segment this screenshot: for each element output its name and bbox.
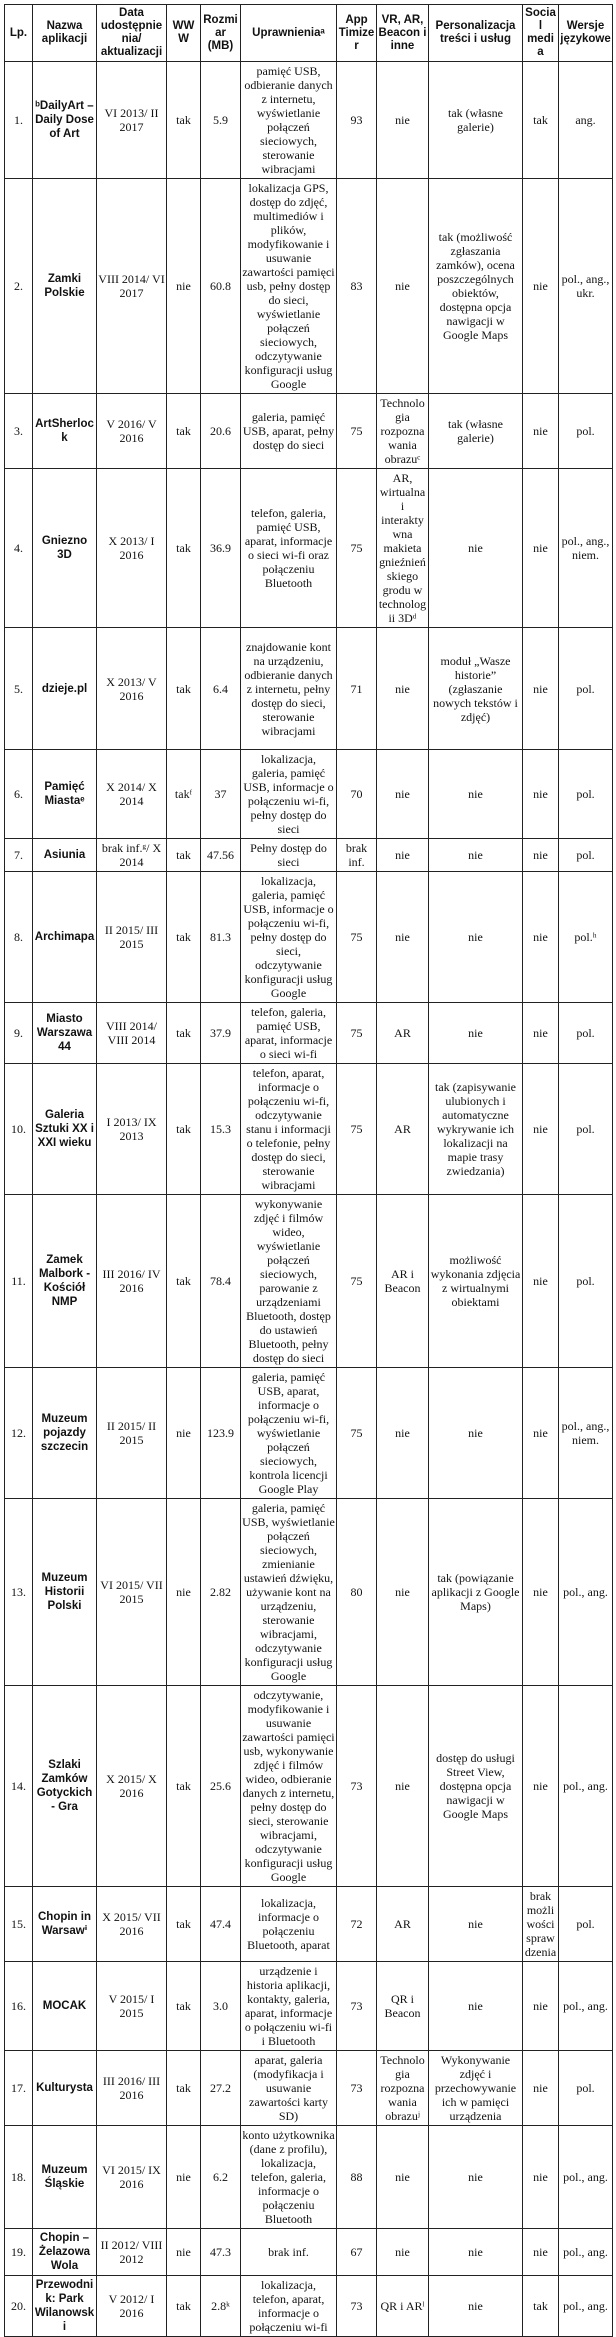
cell-lp: 8. (5, 872, 33, 1003)
cell-languages: pol., ang. (559, 2126, 613, 2229)
cell-permissions: aparat, galeria (modyfikacja i usuwanie zawartości karty SD) (241, 2051, 337, 2126)
cell-permissions: urządzenie i historia aplikacji, kontakty, galeria, aparat, informacje o połączeniu wi-fi i Bluetooth (241, 1962, 337, 2051)
cell-vr-ar: AR (377, 1887, 429, 1962)
cell-permissions: pamięć USB, odbieranie danych z internetu, wyświetlanie połączeń sieciowych, sterowanie wibracjami (241, 62, 337, 179)
cell-lp: 6. (5, 750, 33, 839)
cell-personalization: Wykonywanie zdjęć i przechowywanie ich w pamięci urządzenia (429, 2051, 523, 2126)
cell-personalization: nie (429, 839, 523, 872)
table-row (5, 469, 613, 628)
cell-size: 60.8 (201, 179, 241, 394)
cell-date: V 2015/ I 2015 (97, 1962, 167, 2051)
cell-name: Asiunia (33, 839, 97, 872)
cell-app-timizer: 72 (337, 1887, 377, 1962)
cell-date: VI 2015/ VII 2015 (97, 1499, 167, 1686)
applications-table-container (4, 4, 612, 2337)
header-vr-ar: VR, AR, Beacon i inne (377, 5, 429, 62)
cell-date: brak inf.ᵍ/ X 2014 (97, 839, 167, 872)
cell-permissions: lokalizacja GPS, dostęp do zdjęć, multimediów i plików, modyfikowanie i usuwanie zawartości pamięci usb, pełny dostęp do sieci, wyświetlanie połączeń sieciowych, odczytywanie konfiguracji usług Google (241, 179, 337, 394)
cell-www: nie (167, 179, 201, 394)
cell-size: 47.4 (201, 1887, 241, 1962)
cell-vr-ar: QR i Beacon (377, 1962, 429, 2051)
cell-permissions: znajdowanie kont na urządzeniu, odbieranie danych z internetu, pełny dostęp do sieci, sterowanie wibracjami (241, 628, 337, 750)
cell-www: tak (167, 872, 201, 1003)
cell-date: III 2016/ III 2016 (97, 2051, 167, 2126)
cell-social-media: nie (523, 2051, 559, 2126)
cell-name: Pamięć Miastaᵉ (33, 750, 97, 839)
cell-vr-ar: nie (377, 750, 429, 839)
cell-date: VIII 2014/ VIII 2014 (97, 1003, 167, 1064)
cell-lp: 3. (5, 394, 33, 469)
cell-date: VI 2015/ IX 2016 (97, 2126, 167, 2229)
cell-size: 123.9 (201, 1368, 241, 1499)
header-languages: Wersje językowe (559, 5, 613, 62)
header-lp: Lp. (5, 5, 33, 62)
cell-date: II 2015/ III 2015 (97, 872, 167, 1003)
cell-lp: 7. (5, 839, 33, 872)
cell-www: tak (167, 62, 201, 179)
table-row (5, 1064, 613, 1195)
cell-languages: pol. (559, 1195, 613, 1368)
table-row (5, 1368, 613, 1499)
table-row (5, 1962, 613, 2051)
cell-languages: pol. (559, 750, 613, 839)
cell-lp: 19. (5, 2229, 33, 2276)
cell-vr-ar: QR i ARˡ (377, 2276, 429, 2337)
cell-vr-ar: nie (377, 179, 429, 394)
header-app-timizer: App Timizer (337, 5, 377, 62)
cell-name: Galeria Sztuki XX i XXI wieku (33, 1064, 97, 1195)
cell-size: 78.4 (201, 1195, 241, 1368)
cell-lp: 10. (5, 1064, 33, 1195)
cell-vr-ar: nie (377, 628, 429, 750)
cell-name: Archimapa (33, 872, 97, 1003)
cell-lp: 2. (5, 179, 33, 394)
cell-name: Gniezno 3D (33, 469, 97, 628)
cell-name: Muzeum pojazdy szczecin (33, 1368, 97, 1499)
cell-name: Miasto Warszawa 44 (33, 1003, 97, 1064)
cell-name: Muzeum Historii Polski (33, 1499, 97, 1686)
header-date: Data udostępnienia/ aktualizacji (97, 5, 167, 62)
cell-www: tak (167, 2276, 201, 2337)
cell-date: X 2014/ X 2014 (97, 750, 167, 839)
cell-vr-ar: AR, wirtualna i interaktywna makieta gnieźnieńskiego grodu w technologii 3Dᵈ (377, 469, 429, 628)
cell-languages: pol., ang., niem. (559, 1368, 613, 1499)
cell-app-timizer: 75 (337, 469, 377, 628)
cell-name: ᵇDailyArt – Daily Dose of Art (33, 62, 97, 179)
applications-table (4, 4, 613, 2337)
cell-social-media: tak (523, 2276, 559, 2337)
cell-date: VIII 2014/ VI 2017 (97, 179, 167, 394)
cell-permissions: lokalizacja, telefon, aparat, informacje o połączeniu wi-fi (241, 2276, 337, 2337)
table-row (5, 1499, 613, 1686)
cell-www: tak (167, 1686, 201, 1887)
cell-permissions: wykonywanie zdjęć i filmów wideo, wyświetlanie połączeń sieciowych, parowanie z urządzeniami Bluetooth, dostęp do ustawień Bluetooth, pełny dostęp do sieci (241, 1195, 337, 1368)
cell-languages: ang. (559, 62, 613, 179)
cell-languages: pol. (559, 1064, 613, 1195)
cell-personalization: moduł „Wasze historie” (zgłaszanie nowych tekstów i zdjęć) (429, 628, 523, 750)
cell-social-media: nie (523, 1064, 559, 1195)
cell-name: Muzeum Śląskie (33, 2126, 97, 2229)
cell-app-timizer: 73 (337, 2276, 377, 2337)
cell-languages: pol., ang. (559, 2276, 613, 2337)
cell-www: tak (167, 1195, 201, 1368)
table-body (5, 62, 613, 2337)
cell-app-timizer: 75 (337, 872, 377, 1003)
cell-languages: pol., ang. (559, 2229, 613, 2276)
cell-size: 6.4 (201, 628, 241, 750)
cell-app-timizer: 67 (337, 2229, 377, 2276)
cell-app-timizer: 73 (337, 1686, 377, 1887)
cell-vr-ar: nie (377, 1368, 429, 1499)
cell-personalization: nie (429, 1962, 523, 2051)
cell-lp: 4. (5, 469, 33, 628)
cell-languages: pol. (559, 2051, 613, 2126)
table-row (5, 62, 613, 179)
cell-social-media: brak możliwości sprawdzenia (523, 1887, 559, 1962)
cell-personalization: tak (własne galerie) (429, 394, 523, 469)
table-row (5, 1195, 613, 1368)
cell-name: Zamki Polskie (33, 179, 97, 394)
cell-date: III 2016/ IV 2016 (97, 1195, 167, 1368)
cell-languages: pol. (559, 1887, 613, 1962)
cell-size: 27.2 (201, 2051, 241, 2126)
cell-personalization: nie (429, 750, 523, 839)
header-permissions: Uprawnieniaᵃ (241, 5, 337, 62)
table-row (5, 1887, 613, 1962)
cell-social-media: nie (523, 394, 559, 469)
cell-vr-ar: nie (377, 839, 429, 872)
cell-languages: pol.ʰ (559, 872, 613, 1003)
cell-languages: pol. (559, 1003, 613, 1064)
cell-social-media: nie (523, 1003, 559, 1064)
cell-permissions: brak inf. (241, 2229, 337, 2276)
cell-languages: pol. (559, 628, 613, 750)
cell-www: tak (167, 1887, 201, 1962)
cell-permissions: Pełny dostęp do sieci (241, 839, 337, 872)
cell-www: nie (167, 1368, 201, 1499)
header-name: Nazwa aplikacji (33, 5, 97, 62)
cell-date: X 2015/ X 2016 (97, 1686, 167, 1887)
cell-www: nie (167, 2229, 201, 2276)
table-row (5, 872, 613, 1003)
cell-personalization: tak (możliwość zgłaszania zamków), ocena poszczególnych obiektów, dostępna opcja nawigacji w Google Maps (429, 179, 523, 394)
cell-social-media: nie (523, 839, 559, 872)
cell-date: X 2015/ VII 2016 (97, 1887, 167, 1962)
header-personalization: Personalizacja treści i usług (429, 5, 523, 62)
cell-date: X 2013/ I 2016 (97, 469, 167, 628)
cell-www: tak (167, 839, 201, 872)
table-row (5, 2126, 613, 2229)
cell-personalization: tak (zapisywanie ulubionych i automatyczne wykrywanie ich lokalizacji na mapie trasy zwiedzania) (429, 1064, 523, 1195)
cell-date: V 2012/ I 2016 (97, 2276, 167, 2337)
cell-size: 47.3 (201, 2229, 241, 2276)
cell-personalization: nie (429, 469, 523, 628)
cell-vr-ar: AR (377, 1064, 429, 1195)
cell-personalization: tak (powiązanie aplikacji z Google Maps) (429, 1499, 523, 1686)
cell-social-media: nie (523, 1499, 559, 1686)
cell-size: 20.6 (201, 394, 241, 469)
table-row (5, 179, 613, 394)
cell-social-media: nie (523, 179, 559, 394)
cell-www: tak (167, 628, 201, 750)
cell-personalization: nie (429, 1368, 523, 1499)
cell-personalization: nie (429, 2276, 523, 2337)
table-row (5, 394, 613, 469)
cell-social-media: nie (523, 750, 559, 839)
cell-name: Chopin – Żelazowa Wola (33, 2229, 97, 2276)
table-row (5, 839, 613, 872)
cell-www: tak (167, 394, 201, 469)
cell-size: 25.6 (201, 1686, 241, 1887)
cell-permissions: lokalizacja, galeria, pamięć USB, informacje o połączeniu wi-fi, pełny dostęp do sieci, odczytywanie konfiguracji usług Google (241, 872, 337, 1003)
table-row (5, 628, 613, 750)
cell-name: Szlaki Zamków Gotyckich - Gra (33, 1686, 97, 1887)
cell-www: tak (167, 1003, 201, 1064)
cell-permissions: telefon, galeria, pamięć USB, aparat, informacje o sieci wi-fi oraz połączeniu Bluetooth (241, 469, 337, 628)
cell-personalization: nie (429, 2229, 523, 2276)
cell-www: tak (167, 1962, 201, 2051)
cell-name: Przewodnik: Park Wilanowski (33, 2276, 97, 2337)
table-row (5, 2051, 613, 2126)
cell-app-timizer: brak inf. (337, 839, 377, 872)
cell-lp: 11. (5, 1195, 33, 1368)
cell-personalization: nie (429, 2126, 523, 2229)
cell-social-media: nie (523, 1686, 559, 1887)
cell-vr-ar: nie (377, 2126, 429, 2229)
cell-lp: 14. (5, 1686, 33, 1887)
cell-vr-ar: nie (377, 1686, 429, 1887)
cell-personalization: tak (własne galerie) (429, 62, 523, 179)
cell-lp: 17. (5, 2051, 33, 2126)
cell-languages: pol., ang. (559, 1686, 613, 1887)
cell-size: 47.56 (201, 839, 241, 872)
cell-vr-ar: nie (377, 1499, 429, 1686)
cell-personalization: nie (429, 872, 523, 1003)
cell-personalization: dostęp do usługi Street View, dostępna opcja nawigacji w Google Maps (429, 1686, 523, 1887)
cell-social-media: nie (523, 1962, 559, 2051)
cell-www: takᶠ (167, 750, 201, 839)
cell-languages: pol., ang., ukr. (559, 179, 613, 394)
cell-social-media: nie (523, 628, 559, 750)
cell-lp: 12. (5, 1368, 33, 1499)
cell-lp: 9. (5, 1003, 33, 1064)
cell-app-timizer: 75 (337, 1195, 377, 1368)
cell-size: 37 (201, 750, 241, 839)
cell-app-timizer: 93 (337, 62, 377, 179)
cell-vr-ar: nie (377, 872, 429, 1003)
cell-lp: 5. (5, 628, 33, 750)
cell-permissions: lokalizacja, informacje o połączeniu Bluetooth, aparat (241, 1887, 337, 1962)
cell-social-media: nie (523, 2229, 559, 2276)
cell-social-media: nie (523, 2126, 559, 2229)
cell-permissions: galeria, pamięć USB, aparat, pełny dostęp do sieci (241, 394, 337, 469)
table-row (5, 1003, 613, 1064)
cell-size: 6.2 (201, 2126, 241, 2229)
cell-vr-ar: nie (377, 2229, 429, 2276)
cell-permissions: konto użytkownika (dane z profilu), lokalizacja, telefon, galeria, informacje o połączeniu Bluetooth (241, 2126, 337, 2229)
cell-languages: pol., ang., niem. (559, 469, 613, 628)
cell-lp: 15. (5, 1887, 33, 1962)
cell-app-timizer: 80 (337, 1499, 377, 1686)
cell-www: tak (167, 1064, 201, 1195)
cell-app-timizer: 75 (337, 1003, 377, 1064)
cell-size: 5.9 (201, 62, 241, 179)
cell-social-media: nie (523, 469, 559, 628)
table-row (5, 2229, 613, 2276)
cell-languages: pol. (559, 839, 613, 872)
cell-www: tak (167, 469, 201, 628)
cell-personalization: możliwość wykonania zdjęcia z wirtualnymi obiektami (429, 1195, 523, 1368)
header-www: WWW (167, 5, 201, 62)
cell-name: MOCAK (33, 1962, 97, 2051)
cell-name: ArtSherlock (33, 394, 97, 469)
cell-size: 36.9 (201, 469, 241, 628)
header-size: Rozmiar (MB) (201, 5, 241, 62)
cell-app-timizer: 73 (337, 2051, 377, 2126)
cell-personalization: nie (429, 1887, 523, 1962)
cell-personalization: nie (429, 1003, 523, 1064)
cell-size: 3.0 (201, 1962, 241, 2051)
cell-lp: 18. (5, 2126, 33, 2229)
cell-vr-ar: Technologia rozpoznawania obrazuʲ (377, 2051, 429, 2126)
table-row (5, 2276, 613, 2337)
cell-size: 2.82 (201, 1499, 241, 1686)
cell-permissions: odczytywanie, modyfikowanie i usuwanie zawartości pamięci usb, wykonywanie zdjęć i filmów wideo, odbieranie danych z internetu, pełny dostęp do sieci, sterowanie wibracjami, odczytywanie konfiguracji usług Google (241, 1686, 337, 1887)
cell-size: 15.3 (201, 1064, 241, 1195)
cell-vr-ar: nie (377, 62, 429, 179)
cell-app-timizer: 73 (337, 1962, 377, 2051)
cell-social-media: nie (523, 872, 559, 1003)
cell-app-timizer: 75 (337, 394, 377, 469)
cell-date: X 2013/ V 2016 (97, 628, 167, 750)
cell-social-media: tak (523, 62, 559, 179)
cell-permissions: galeria, pamięć USB, aparat, informacje o połączeniu wi-fi, wyświetlanie połączeń sieciowych, kontrola licencji Google Play (241, 1368, 337, 1499)
table-row (5, 1686, 613, 1887)
cell-name: Kulturysta (33, 2051, 97, 2126)
cell-social-media: nie (523, 1368, 559, 1499)
cell-lp: 13. (5, 1499, 33, 1686)
cell-lp: 20. (5, 2276, 33, 2337)
header-social-media: Social media (523, 5, 559, 62)
cell-app-timizer: 70 (337, 750, 377, 839)
cell-date: V 2016/ V 2016 (97, 394, 167, 469)
cell-languages: pol., ang. (559, 1962, 613, 2051)
cell-date: II 2012/ VIII 2012 (97, 2229, 167, 2276)
cell-size: 37.9 (201, 1003, 241, 1064)
cell-app-timizer: 71 (337, 628, 377, 750)
cell-vr-ar: AR i Beacon (377, 1195, 429, 1368)
cell-size: 2.8ᵏ (201, 2276, 241, 2337)
cell-www: tak (167, 2051, 201, 2126)
cell-name: Zamek Malbork - Kościół NMP (33, 1195, 97, 1368)
cell-permissions: lokalizacja, galeria, pamięć USB, informacje o połączeniu wi-fi, pełny dostęp do sieci (241, 750, 337, 839)
cell-permissions: telefon, galeria, pamięć USB, aparat, informacje o sieci wi-fi (241, 1003, 337, 1064)
cell-app-timizer: 75 (337, 1064, 377, 1195)
cell-vr-ar: AR (377, 1003, 429, 1064)
cell-name: dzieje.pl (33, 628, 97, 750)
cell-date: I 2013/ IX 2013 (97, 1064, 167, 1195)
cell-app-timizer: 88 (337, 2126, 377, 2229)
cell-vr-ar: Technologia rozpoznawania obrazuᶜ (377, 394, 429, 469)
header-row (5, 5, 613, 62)
cell-permissions: galeria, pamięć USB, wyświetlanie połączeń sieciowych, zmienianie ustawień dźwięku, używanie kont na urządzeniu, sterowanie wibracjami, odczytywanie konfiguracji usług Google (241, 1499, 337, 1686)
table-row (5, 750, 613, 839)
cell-date: II 2015/ II 2015 (97, 1368, 167, 1499)
cell-www: nie (167, 1499, 201, 1686)
cell-social-media: nie (523, 1195, 559, 1368)
cell-date: VI 2013/ II 2017 (97, 62, 167, 179)
cell-lp: 16. (5, 1962, 33, 2051)
cell-name: Chopin in Warsawⁱ (33, 1887, 97, 1962)
cell-lp: 1. (5, 62, 33, 179)
cell-size: 81.3 (201, 872, 241, 1003)
cell-app-timizer: 75 (337, 1368, 377, 1499)
cell-app-timizer: 83 (337, 179, 377, 394)
cell-languages: pol. (559, 394, 613, 469)
cell-languages: pol., ang. (559, 1499, 613, 1686)
cell-permissions: telefon, aparat, informacje o połączeniu wi-fi, odczytywanie stanu i informacji o telefonie, pełny dostęp do sieci, sterowanie wibracjami (241, 1064, 337, 1195)
cell-www: nie (167, 2126, 201, 2229)
